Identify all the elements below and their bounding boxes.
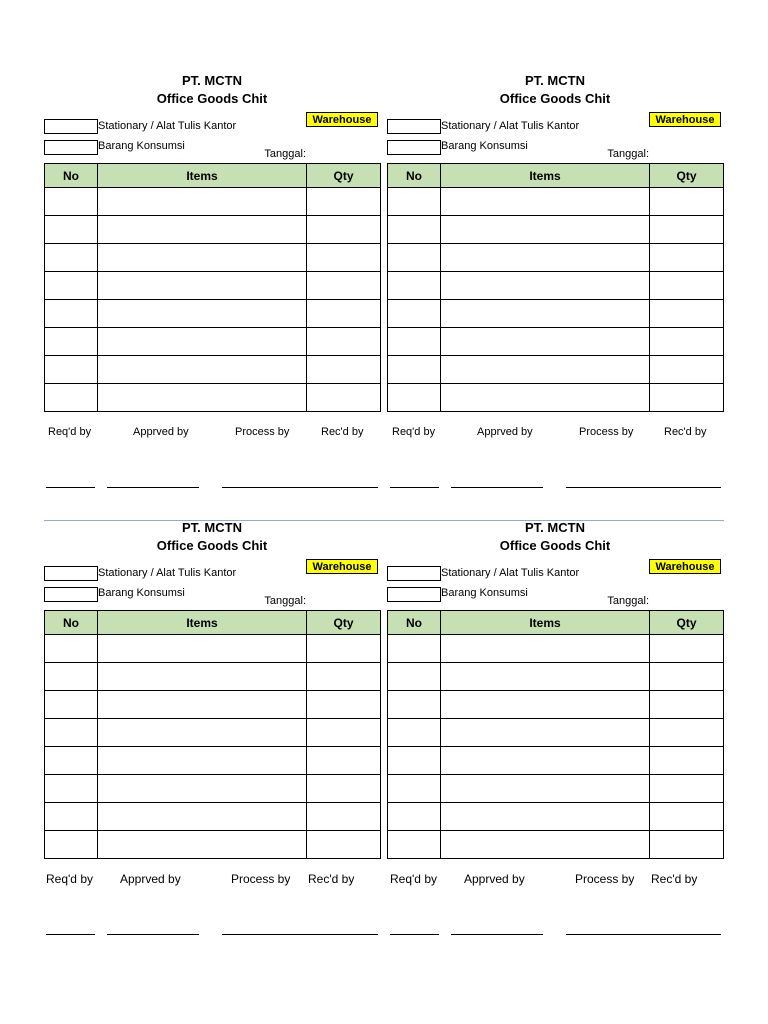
- chit-title: Office Goods Chit: [156, 538, 268, 553]
- sig-processed-by: Process by: [231, 872, 291, 886]
- signature-line-requested[interactable]: [46, 487, 95, 488]
- chit-bottom-left: [44, 520, 380, 920]
- cell-qty[interactable]: [307, 775, 381, 803]
- sig-received-by: Rec'd by: [321, 426, 364, 438]
- table-row: [45, 691, 381, 719]
- date-label: Tanggal:: [264, 595, 306, 607]
- cell-no[interactable]: [388, 272, 441, 300]
- items-table: [387, 610, 724, 859]
- cell-no[interactable]: [388, 775, 441, 803]
- table-header-row: [45, 164, 381, 188]
- cell-no[interactable]: [388, 831, 441, 859]
- cell-qty[interactable]: [307, 300, 381, 328]
- table-header-row: [45, 611, 381, 635]
- table-row: [45, 719, 381, 747]
- sig-approved-by: Apprved by: [477, 426, 533, 438]
- table-row: [45, 831, 381, 859]
- sig-requested-by: Req'd by: [392, 426, 436, 438]
- table-row: [45, 188, 381, 216]
- stationary-checkbox[interactable]: [44, 119, 98, 134]
- table-row: [388, 300, 724, 328]
- table-row: [388, 635, 724, 663]
- cell-item[interactable]: [441, 272, 650, 300]
- cell-item[interactable]: [441, 216, 650, 244]
- cell-no[interactable]: [388, 356, 441, 384]
- cell-no[interactable]: [45, 719, 98, 747]
- signature-line-approved[interactable]: [107, 487, 199, 488]
- cell-no[interactable]: [45, 803, 98, 831]
- cell-item[interactable]: [98, 356, 307, 384]
- cell-qty[interactable]: [307, 635, 381, 663]
- chit-title: Office Goods Chit: [499, 538, 611, 553]
- cell-item[interactable]: [441, 328, 650, 356]
- cell-no[interactable]: [45, 691, 98, 719]
- chit-top-left: [44, 73, 380, 473]
- cell-item[interactable]: [98, 188, 307, 216]
- cell-qty[interactable]: [650, 635, 724, 663]
- table-row: [45, 216, 381, 244]
- table-row: [45, 300, 381, 328]
- sig-processed-by: Process by: [235, 426, 290, 438]
- cell-qty[interactable]: [307, 384, 381, 412]
- date-label: Tanggal:: [264, 148, 306, 160]
- cell-no[interactable]: [45, 272, 98, 300]
- signature-line-received[interactable]: [308, 487, 378, 488]
- cell-no[interactable]: [388, 747, 441, 775]
- table-row: [388, 775, 724, 803]
- cell-no[interactable]: [45, 831, 98, 859]
- sig-approved-by: Apprved by: [133, 426, 189, 438]
- company-name: PT. MCTN: [525, 520, 585, 535]
- cell-qty[interactable]: [307, 244, 381, 272]
- header-qty: Qty: [650, 611, 724, 635]
- cell-no[interactable]: [45, 244, 98, 272]
- table-row: [388, 272, 724, 300]
- header-items: Items: [441, 611, 650, 635]
- cell-item[interactable]: [441, 803, 650, 831]
- cell-item[interactable]: [441, 356, 650, 384]
- sig-processed-by: Process by: [575, 872, 635, 886]
- cell-no[interactable]: [388, 328, 441, 356]
- cell-item[interactable]: [441, 663, 650, 691]
- company-name: PT. MCTN: [182, 520, 242, 535]
- table-row: [45, 328, 381, 356]
- table-row: [45, 775, 381, 803]
- stationary-checkbox[interactable]: [387, 566, 441, 581]
- table-row: [388, 831, 724, 859]
- cell-no[interactable]: [45, 635, 98, 663]
- signature-line-received[interactable]: [652, 934, 721, 935]
- chit-title: Office Goods Chit: [156, 91, 268, 106]
- date-label: Tanggal:: [607, 148, 649, 160]
- consumables-label: Barang Konsumsi: [98, 587, 185, 599]
- cell-item[interactable]: [98, 691, 307, 719]
- chit-title: Office Goods Chit: [499, 91, 611, 106]
- table-row: [388, 384, 724, 412]
- table-row: [388, 244, 724, 272]
- stationary-checkbox[interactable]: [387, 119, 441, 134]
- sig-approved-by: Apprved by: [464, 872, 525, 886]
- signature-line-requested[interactable]: [390, 934, 439, 935]
- table-row: [45, 384, 381, 412]
- sig-requested-by: Req'd by: [48, 426, 92, 438]
- items-table: [44, 610, 381, 859]
- cell-qty[interactable]: [307, 831, 381, 859]
- cell-no[interactable]: [388, 803, 441, 831]
- cell-qty[interactable]: [650, 328, 724, 356]
- table-row: [388, 691, 724, 719]
- signature-line-processed[interactable]: [222, 487, 308, 488]
- cell-qty[interactable]: [650, 831, 724, 859]
- cell-no[interactable]: [388, 719, 441, 747]
- sig-processed-by: Process by: [579, 426, 634, 438]
- stationary-label: Stationary / Alat Tulis Kantor: [441, 120, 580, 132]
- cell-qty[interactable]: [307, 272, 381, 300]
- header-items: Items: [98, 164, 307, 188]
- header-no: No: [45, 164, 98, 188]
- table-row: [45, 356, 381, 384]
- cell-item[interactable]: [98, 216, 307, 244]
- consumables-label: Barang Konsumsi: [441, 587, 528, 599]
- cell-no[interactable]: [45, 775, 98, 803]
- cell-qty[interactable]: [650, 188, 724, 216]
- sig-received-by: Rec'd by: [308, 872, 355, 886]
- table-row: [45, 272, 381, 300]
- signature-line-received[interactable]: [652, 487, 721, 488]
- cell-item[interactable]: [441, 384, 650, 412]
- cell-qty[interactable]: [307, 328, 381, 356]
- stationary-label: Stationary / Alat Tulis Kantor: [441, 567, 580, 579]
- header-qty: Qty: [650, 164, 724, 188]
- stationary-label: Stationary / Alat Tulis Kantor: [98, 120, 237, 132]
- table-row: [45, 747, 381, 775]
- cell-qty[interactable]: [650, 747, 724, 775]
- cell-no[interactable]: [388, 691, 441, 719]
- table-header-row: [388, 164, 724, 188]
- consumables-checkbox[interactable]: [387, 140, 441, 155]
- cell-item[interactable]: [441, 244, 650, 272]
- signature-line-received[interactable]: [308, 934, 378, 935]
- cell-qty[interactable]: [650, 356, 724, 384]
- signature-line-approved[interactable]: [107, 934, 199, 935]
- cell-no[interactable]: [45, 328, 98, 356]
- cell-item[interactable]: [441, 300, 650, 328]
- table-row: [388, 803, 724, 831]
- cell-no[interactable]: [388, 635, 441, 663]
- cell-qty[interactable]: [307, 356, 381, 384]
- cell-qty[interactable]: [307, 216, 381, 244]
- cell-item[interactable]: [98, 663, 307, 691]
- consumables-label: Barang Konsumsi: [441, 140, 528, 152]
- table-row: [388, 356, 724, 384]
- items-table: [44, 163, 381, 412]
- signature-line-requested[interactable]: [390, 487, 439, 488]
- stationary-label: Stationary / Alat Tulis Kantor: [98, 567, 237, 579]
- cell-item[interactable]: [441, 747, 650, 775]
- cell-qty[interactable]: [650, 244, 724, 272]
- signature-line-approved[interactable]: [451, 934, 543, 935]
- chit-bottom-right: [387, 520, 723, 920]
- cell-qty[interactable]: [307, 691, 381, 719]
- cell-no[interactable]: [388, 384, 441, 412]
- cell-item[interactable]: [98, 384, 307, 412]
- cell-no[interactable]: [45, 384, 98, 412]
- company-name: PT. MCTN: [525, 73, 585, 88]
- cell-item[interactable]: [441, 188, 650, 216]
- warehouse-badge: Warehouse: [306, 112, 378, 127]
- header-no: No: [388, 611, 441, 635]
- cell-no[interactable]: [45, 663, 98, 691]
- table-row: [388, 719, 724, 747]
- cell-qty[interactable]: [650, 663, 724, 691]
- header-no: No: [388, 164, 441, 188]
- cell-item[interactable]: [98, 272, 307, 300]
- cell-item[interactable]: [441, 691, 650, 719]
- cell-no[interactable]: [388, 188, 441, 216]
- cell-qty[interactable]: [650, 300, 724, 328]
- sig-received-by: Rec'd by: [664, 426, 707, 438]
- cell-item[interactable]: [98, 719, 307, 747]
- cell-item[interactable]: [98, 300, 307, 328]
- header-qty: Qty: [307, 611, 381, 635]
- cell-qty[interactable]: [650, 384, 724, 412]
- cell-item[interactable]: [441, 831, 650, 859]
- cell-qty[interactable]: [307, 663, 381, 691]
- cell-item[interactable]: [98, 244, 307, 272]
- signature-line-processed[interactable]: [566, 487, 652, 488]
- signature-line-processed[interactable]: [566, 934, 652, 935]
- cell-item[interactable]: [441, 635, 650, 663]
- sig-approved-by: Apprved by: [120, 872, 181, 886]
- cell-qty[interactable]: [650, 775, 724, 803]
- signature-line-requested[interactable]: [46, 934, 95, 935]
- table-row: [388, 216, 724, 244]
- cell-no[interactable]: [45, 356, 98, 384]
- signature-line-approved[interactable]: [451, 487, 543, 488]
- consumables-label: Barang Konsumsi: [98, 140, 185, 152]
- cell-qty[interactable]: [307, 719, 381, 747]
- cell-qty[interactable]: [650, 691, 724, 719]
- warehouse-badge: Warehouse: [306, 559, 378, 574]
- signature-line-processed[interactable]: [222, 934, 308, 935]
- cell-item[interactable]: [441, 775, 650, 803]
- sig-received-by: Rec'd by: [651, 872, 698, 886]
- consumables-checkbox[interactable]: [44, 587, 98, 602]
- cell-item[interactable]: [98, 803, 307, 831]
- stationary-checkbox[interactable]: [44, 566, 98, 581]
- cell-no[interactable]: [45, 300, 98, 328]
- table-row: [388, 747, 724, 775]
- cell-qty[interactable]: [307, 803, 381, 831]
- table-row: [388, 663, 724, 691]
- header-items: Items: [441, 164, 650, 188]
- warehouse-badge: Warehouse: [649, 112, 721, 127]
- cell-qty[interactable]: [307, 188, 381, 216]
- table-row: [45, 244, 381, 272]
- cell-no[interactable]: [45, 188, 98, 216]
- table-row: [45, 663, 381, 691]
- cell-no[interactable]: [388, 663, 441, 691]
- cell-qty[interactable]: [650, 216, 724, 244]
- cell-qty[interactable]: [650, 719, 724, 747]
- header-qty: Qty: [307, 164, 381, 188]
- cell-item[interactable]: [98, 328, 307, 356]
- sig-requested-by: Req'd by: [390, 872, 437, 886]
- cell-item[interactable]: [98, 635, 307, 663]
- cell-no[interactable]: [45, 216, 98, 244]
- table-row: [388, 328, 724, 356]
- cell-item[interactable]: [441, 719, 650, 747]
- table-row: [388, 188, 724, 216]
- consumables-checkbox[interactable]: [387, 587, 441, 602]
- sig-requested-by: Req'd by: [46, 872, 93, 886]
- cell-qty[interactable]: [650, 803, 724, 831]
- cell-item[interactable]: [98, 775, 307, 803]
- consumables-checkbox[interactable]: [44, 140, 98, 155]
- cell-no[interactable]: [388, 216, 441, 244]
- items-table: [387, 163, 724, 412]
- table-row: [45, 635, 381, 663]
- cell-no[interactable]: [388, 300, 441, 328]
- warehouse-badge: Warehouse: [649, 559, 721, 574]
- header-no: No: [45, 611, 98, 635]
- table-row: [45, 803, 381, 831]
- header-items: Items: [98, 611, 307, 635]
- cell-no[interactable]: [388, 244, 441, 272]
- cell-item[interactable]: [98, 831, 307, 859]
- table-header-row: [388, 611, 724, 635]
- cell-qty[interactable]: [650, 272, 724, 300]
- cell-no[interactable]: [45, 747, 98, 775]
- cell-qty[interactable]: [307, 747, 381, 775]
- date-label: Tanggal:: [607, 595, 649, 607]
- chit-top-right: [387, 73, 723, 473]
- cell-item[interactable]: [98, 747, 307, 775]
- company-name: PT. MCTN: [182, 73, 242, 88]
